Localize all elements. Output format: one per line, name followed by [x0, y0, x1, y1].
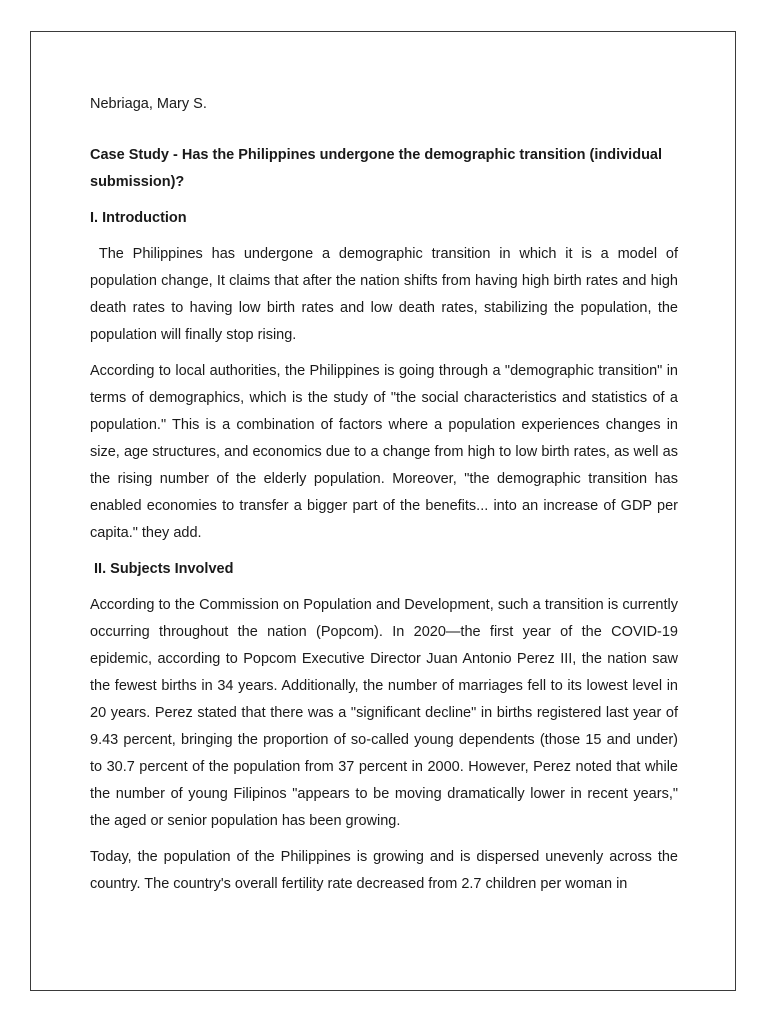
document-content — [90, 91, 683, 907]
document-title: Case Study - Has the Philippines undergone the demographic transition (individual submission)? — [90, 147, 663, 190]
section-heading-introduction: I. Introduction — [90, 210, 187, 226]
paragraph: According to local authorities, the Philippines is going through a "demographic transition" in terms of demographics, which is the study of "the social characteristics and statistics of a population." This is a combination of factors where a population experiences changes in size, age structures, and economics due to a change from high to low birth rates, as well as the rising number of the elderly population. Moreover, "the demographic transition has enabled economies to transfer a bigger part of the benefits... into an increase of GDP per capita." they add. — [90, 363, 678, 541]
document-page — [30, 31, 736, 991]
paragraph: According to the Commission on Population and Development, such a transition is currently occurring throughout the nation (Popcom). In 2020—the first year of the COVID-19 epidemic, according to Popcom Executive Director Juan Antonio Perez III, the nation saw the fewest births in 34 years. Additionally, the number of marriages fell to its lowest level in 20 years. Perez stated that there was a "significant decline" in births registered last year of 9.43 percent, bringing the proportion of so-called young dependents (those 15 and under) to 30.7 percent of the population from 37 percent in 2000. However, Perez noted that while the number of young Filipinos "appears to be moving dramatically lower in recent years," the aged or senior population has been growing. — [90, 597, 678, 829]
paragraph: The Philippines has undergone a demographic transition in which it is a model of population change, It claims that after the nation shifts from having high birth rates and high death rates to having low birth rates and low death rates, stabilizing the population, the population will finally stop rising. — [90, 246, 683, 343]
section-heading-subjects-involved: II. Subjects Involved — [90, 561, 234, 577]
paragraph: Today, the population of the Philippines is growing and is dispersed unevenly across the country. The country's overall fertility rate decreased from 2.7 children per woman in — [90, 849, 678, 892]
author-name: Nebriaga, Mary S. — [90, 96, 207, 112]
